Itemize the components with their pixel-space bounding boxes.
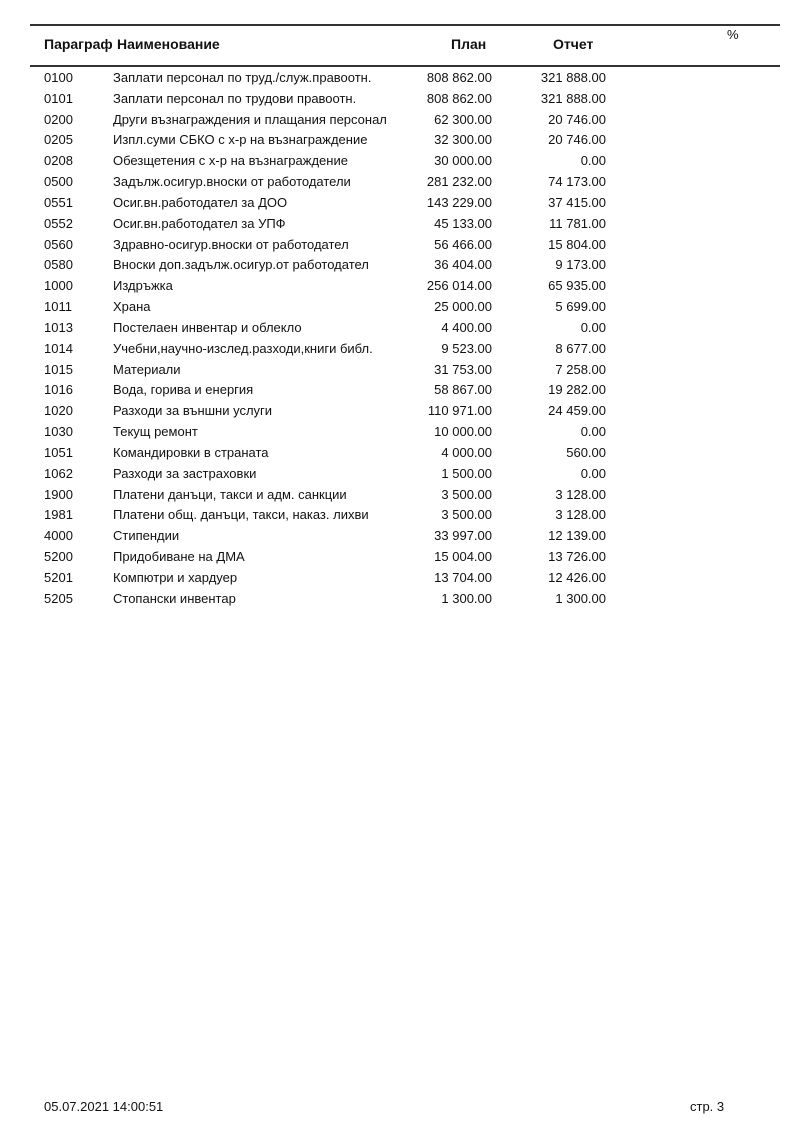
table-row <box>0 109 802 130</box>
row-code: 1020 <box>44 403 73 419</box>
row-code: 1062 <box>44 465 73 481</box>
row-name: Разходи за външни услуги <box>113 403 273 419</box>
table-row <box>0 317 802 338</box>
row-name: Командировки в страната <box>113 444 269 460</box>
header-percent: % <box>727 27 739 42</box>
row-plan: 25 000.00 <box>434 299 492 315</box>
row-name: Заплати персонал по трудови правоотн. <box>113 90 357 106</box>
row-plan: 31 753.00 <box>434 361 492 377</box>
row-plan: 33 997.00 <box>434 528 492 544</box>
row-plan: 281 232.00 <box>426 174 492 190</box>
row-name: Платени общ. данъци, такси, наказ. лихви <box>113 507 369 523</box>
table-row <box>0 525 802 546</box>
row-plan: 143 229.00 <box>426 194 492 210</box>
row-name: Компютри и хардуер <box>113 569 238 585</box>
row-code: 0500 <box>44 174 73 190</box>
row-name: Постелаен инвентар и облекло <box>113 319 302 335</box>
row-code: 0560 <box>44 236 73 252</box>
row-name: Здравно-осигур.вноски от работодател <box>113 236 349 252</box>
row-report: 11 781.00 <box>549 215 606 231</box>
row-name: Издръжка <box>113 278 173 294</box>
row-plan: 808 862.00 <box>426 70 492 85</box>
row-code: 0101 <box>44 90 73 106</box>
row-code: 0100 <box>44 70 73 85</box>
row-plan: 13 704.00 <box>434 569 492 585</box>
row-plan: 15 004.00 <box>434 549 492 565</box>
table-row <box>0 338 802 359</box>
row-plan: 110 971.00 <box>427 403 492 419</box>
row-code: 0205 <box>44 132 73 148</box>
row-name: Задълж.осигур.вноски от работодатели <box>113 174 351 190</box>
row-report: 9 173.00 <box>555 257 606 273</box>
row-name: Други възнаграждения и плащания персонал <box>113 111 387 127</box>
row-plan: 56 466.00 <box>434 236 492 252</box>
row-plan: 3 500.00 <box>441 507 492 523</box>
table-row <box>0 442 802 463</box>
row-name: Осиг.вн.работодател за УПФ <box>113 215 286 231</box>
row-name: Заплати персонал по труд./служ.правоотн. <box>113 70 372 85</box>
budget-table <box>0 67 802 609</box>
row-report: 7 258.00 <box>555 361 606 377</box>
row-code: 5201 <box>44 569 73 585</box>
row-name: Вода, горива и енергия <box>113 382 254 398</box>
row-name: Вноски доп.задълж.осигур.от работодател <box>113 257 369 273</box>
row-plan: 4 400.00 <box>441 319 492 335</box>
row-code: 5200 <box>44 549 73 565</box>
row-report: 321 888.00 <box>540 70 606 85</box>
table-row <box>0 192 802 213</box>
table-row <box>0 379 802 400</box>
row-report: 37 415.00 <box>548 194 606 210</box>
top-rule <box>30 24 780 26</box>
row-report: 0.00 <box>580 153 606 169</box>
table-row <box>0 463 802 484</box>
row-report: 0.00 <box>580 319 606 335</box>
row-plan: 9 523.00 <box>441 340 492 356</box>
row-code: 1014 <box>44 340 73 356</box>
row-plan: 36 404.00 <box>434 257 492 273</box>
row-code: 1051 <box>44 444 73 460</box>
row-report: 12 426.00 <box>548 569 606 585</box>
row-code: 0200 <box>44 111 73 127</box>
row-report: 13 726.00 <box>548 549 606 565</box>
row-name: Разходи за застраховки <box>113 465 257 481</box>
row-plan: 58 867.00 <box>434 382 492 398</box>
row-report: 20 746.00 <box>548 132 606 148</box>
table-row <box>0 504 802 525</box>
row-report: 560.00 <box>566 444 606 460</box>
table-row <box>0 567 802 588</box>
table-row <box>0 67 802 88</box>
table-row <box>0 400 802 421</box>
page-number: стр. 3 <box>690 1099 725 1114</box>
row-report: 12 139.00 <box>548 528 606 544</box>
table-row <box>0 588 802 609</box>
table-row <box>0 171 802 192</box>
row-name: Осиг.вн.работодател за ДОО <box>113 194 288 210</box>
table-row <box>0 213 802 234</box>
row-plan: 45 133.00 <box>434 215 492 231</box>
row-report: 15 804.00 <box>548 236 606 252</box>
row-name: Обезщетения с х-р на възнаграждение <box>113 153 348 169</box>
table-row <box>0 296 802 317</box>
row-plan: 3 500.00 <box>441 486 492 502</box>
row-report: 65 935.00 <box>548 278 606 294</box>
table-row <box>0 234 802 255</box>
row-report: 74 173.00 <box>548 174 606 190</box>
row-name: Изпл.суми СБКО с х-р на възнаграждение <box>113 132 368 148</box>
row-report: 3 128.00 <box>555 507 606 523</box>
table-row <box>0 421 802 442</box>
row-name: Текущ ремонт <box>113 424 198 440</box>
table-row <box>0 359 802 380</box>
row-plan: 808 862.00 <box>426 90 492 106</box>
row-name: Храна <box>113 299 151 315</box>
row-plan: 62 300.00 <box>434 111 492 127</box>
table-row <box>0 546 802 567</box>
row-code: 1015 <box>44 361 73 377</box>
row-report: 0.00 <box>580 465 606 481</box>
row-report: 321 888.00 <box>540 90 606 106</box>
table-row <box>0 275 802 296</box>
row-code: 1016 <box>44 382 73 398</box>
row-plan: 1 300.00 <box>441 590 492 606</box>
header-name: Наименование <box>117 36 220 52</box>
row-name: Стипендии <box>113 528 180 544</box>
row-plan: 32 300.00 <box>434 132 492 148</box>
row-report: 0.00 <box>580 424 606 440</box>
row-code: 1030 <box>44 424 73 440</box>
table-row <box>0 129 802 150</box>
row-code: 0551 <box>44 194 73 210</box>
row-report: 19 282.00 <box>548 382 606 398</box>
row-name: Учебни,научно-изслед.разходи,книги библ. <box>113 340 373 356</box>
row-plan: 4 000.00 <box>441 444 492 460</box>
table-row <box>0 484 802 505</box>
row-name: Стопански инвентар <box>113 590 236 606</box>
row-code: 1013 <box>44 319 73 335</box>
row-plan: 1 500.00 <box>441 465 492 481</box>
row-code: 4000 <box>44 528 73 544</box>
row-code: 1900 <box>44 486 73 502</box>
row-code: 1981 <box>44 507 73 523</box>
header-plan: План <box>451 36 487 52</box>
row-name: Придобиване на ДМА <box>113 549 245 565</box>
row-name: Материали <box>113 361 181 377</box>
print-timestamp: 05.07.2021 14:00:51 <box>44 1099 164 1114</box>
row-plan: 256 014.00 <box>426 278 492 294</box>
row-code: 5205 <box>44 590 73 606</box>
row-code: 1011 <box>44 299 72 315</box>
row-code: 1000 <box>44 278 73 294</box>
row-report: 3 128.00 <box>555 486 606 502</box>
row-plan: 30 000.00 <box>434 153 492 169</box>
table-row <box>0 88 802 109</box>
row-report: 20 746.00 <box>548 111 606 127</box>
row-report: 24 459.00 <box>548 403 606 419</box>
row-plan: 10 000.00 <box>434 424 492 440</box>
row-report: 8 677.00 <box>555 340 606 356</box>
row-code: 0208 <box>44 153 73 169</box>
row-report: 5 699.00 <box>555 299 606 315</box>
row-code: 0580 <box>44 257 73 273</box>
table-row <box>0 150 802 171</box>
header-code: Параграф <box>44 36 113 52</box>
table-row <box>0 254 802 275</box>
row-report: 1 300.00 <box>555 590 606 606</box>
row-code: 0552 <box>44 215 73 231</box>
row-name: Платени данъци, такси и адм. санкции <box>113 486 347 502</box>
header-report: Отчет <box>553 36 594 52</box>
